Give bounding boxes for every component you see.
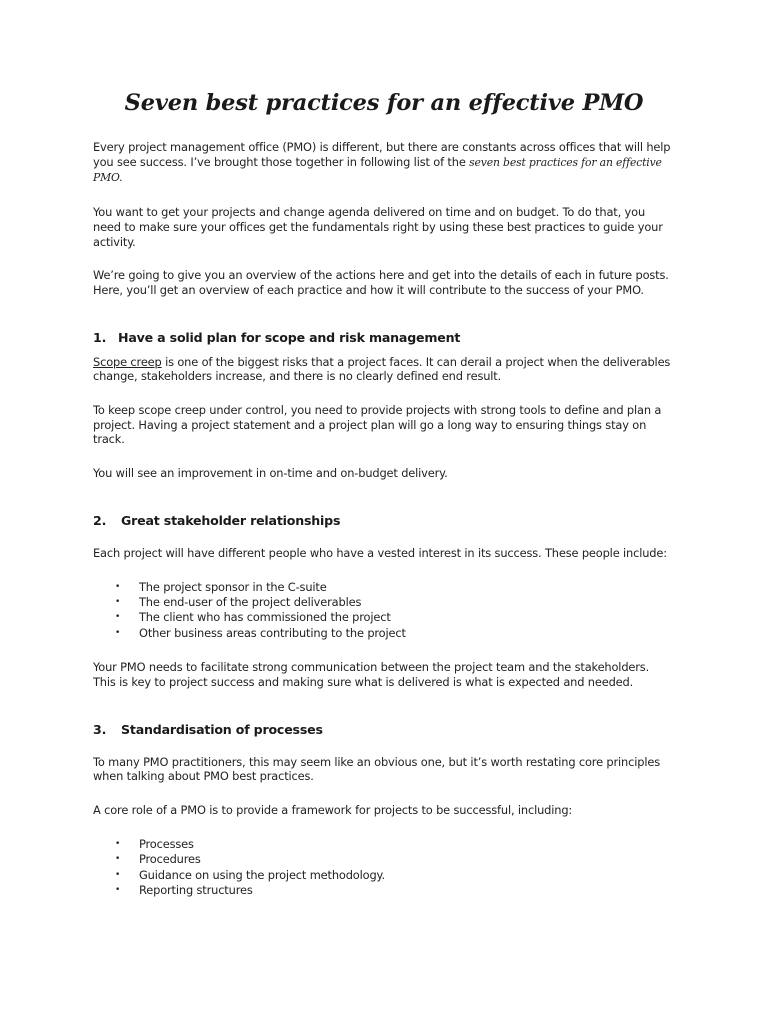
document-title: Seven best practices for an effective PMO [124,90,644,116]
section-1-paragraph-1 [93,355,675,384]
list-item-text: The client who has commissioned the project [139,610,391,625]
bullet-icon: • [115,869,121,880]
section-2-number: 2. [93,512,107,528]
intro-paragraph-3: We’re going to give you an overview of the actions here and get into the details of each in future posts. Here, you’ll get an overview of each practice and how it will contribute to the success of your PMO. [93,268,669,297]
bullet-icon: • [115,854,121,865]
list-item [93,837,675,852]
list-item-text: Reporting structures [139,882,253,897]
list-item-text: Procedures [139,852,201,867]
list-item [93,883,675,898]
section-1-number: 1. [93,329,107,345]
section-1-title: Have a solid plan for scope and risk management [118,329,461,345]
list-item-text: The end-user of the project deliverables [139,594,362,609]
list-item-text: Guidance on using the project methodology. [139,867,385,882]
intro-paragraph-2: You want to get your projects and change agenda delivered on time and on budget. To do that, you need to make sure your offices get the fundamentals right by using these best practices to guide your activity. [93,205,663,249]
bullet-icon: • [115,581,121,592]
list-item [93,610,675,625]
section-2 [93,512,675,690]
list-item [93,868,675,883]
section-1-paragraph-3: You will see an improvement in on-time and on-budget delivery. [93,466,448,481]
intro-italic-phrase: seven best practices for an effective PMO. [93,155,662,185]
bullet-icon: • [115,838,121,849]
section-3-heading [93,721,675,739]
document-body [93,88,675,917]
framework-list [93,837,675,899]
list-item [93,580,675,595]
list-item [93,626,675,641]
bullet-icon: • [115,884,121,895]
list-item-text: The project sponsor in the C-suite [139,579,327,594]
list-item-text: Other business areas contributing to the project [139,625,406,640]
section-2-paragraph-1: Each project will have different people who have a vested interest in its success. These people include: [93,545,667,560]
list-item [93,852,675,867]
list-item-text: Processes [139,836,194,851]
bullet-icon: • [115,612,121,623]
intro-paragraph-1 [93,140,675,186]
list-item [93,595,675,610]
section-3-title: Standardisation of processes [121,721,323,737]
section-1-paragraph-2: To keep scope creep under control, you need to provide projects with strong tools to define and plan a project. Having a project statement and a project plan will go a long way to ensuring things stay on track. [93,403,662,447]
section-2-paragraph-2: Your PMO needs to facilitate strong communication between the project team and the stakeholders. This is key to project success and making sure what is delivered is what is expected and needed. [93,660,650,689]
section-1-paragraph-1-text: is one of the biggest risks that a project faces. It can derail a project when the deliverables change, stakeholders increase, and there is no clearly defined end result. [93,354,671,384]
section-3-paragraph-2: A core role of a PMO is to provide a framework for projects to be successful, including: [93,802,573,817]
section-3-paragraph-1: To many PMO practitioners, this may seem like an obvious one, but it’s worth restating core principles when talking about PMO best practices. [93,754,660,784]
section-2-heading [93,512,675,530]
bullet-icon: • [115,596,121,607]
bullet-icon: • [115,627,121,638]
section-3-number: 3. [93,721,107,737]
section-3 [93,721,675,899]
section-1-heading [93,329,675,347]
section-2-title: Great stakeholder relationships [121,512,341,528]
stakeholder-list [93,580,675,642]
scope-creep-link[interactable]: Scope creep [93,354,162,369]
intro-text: Every project management office (PMO) is different, but there are constants across offices that will help you see success. I’ve brought those together in following list of the [93,140,671,169]
section-1 [93,329,675,481]
